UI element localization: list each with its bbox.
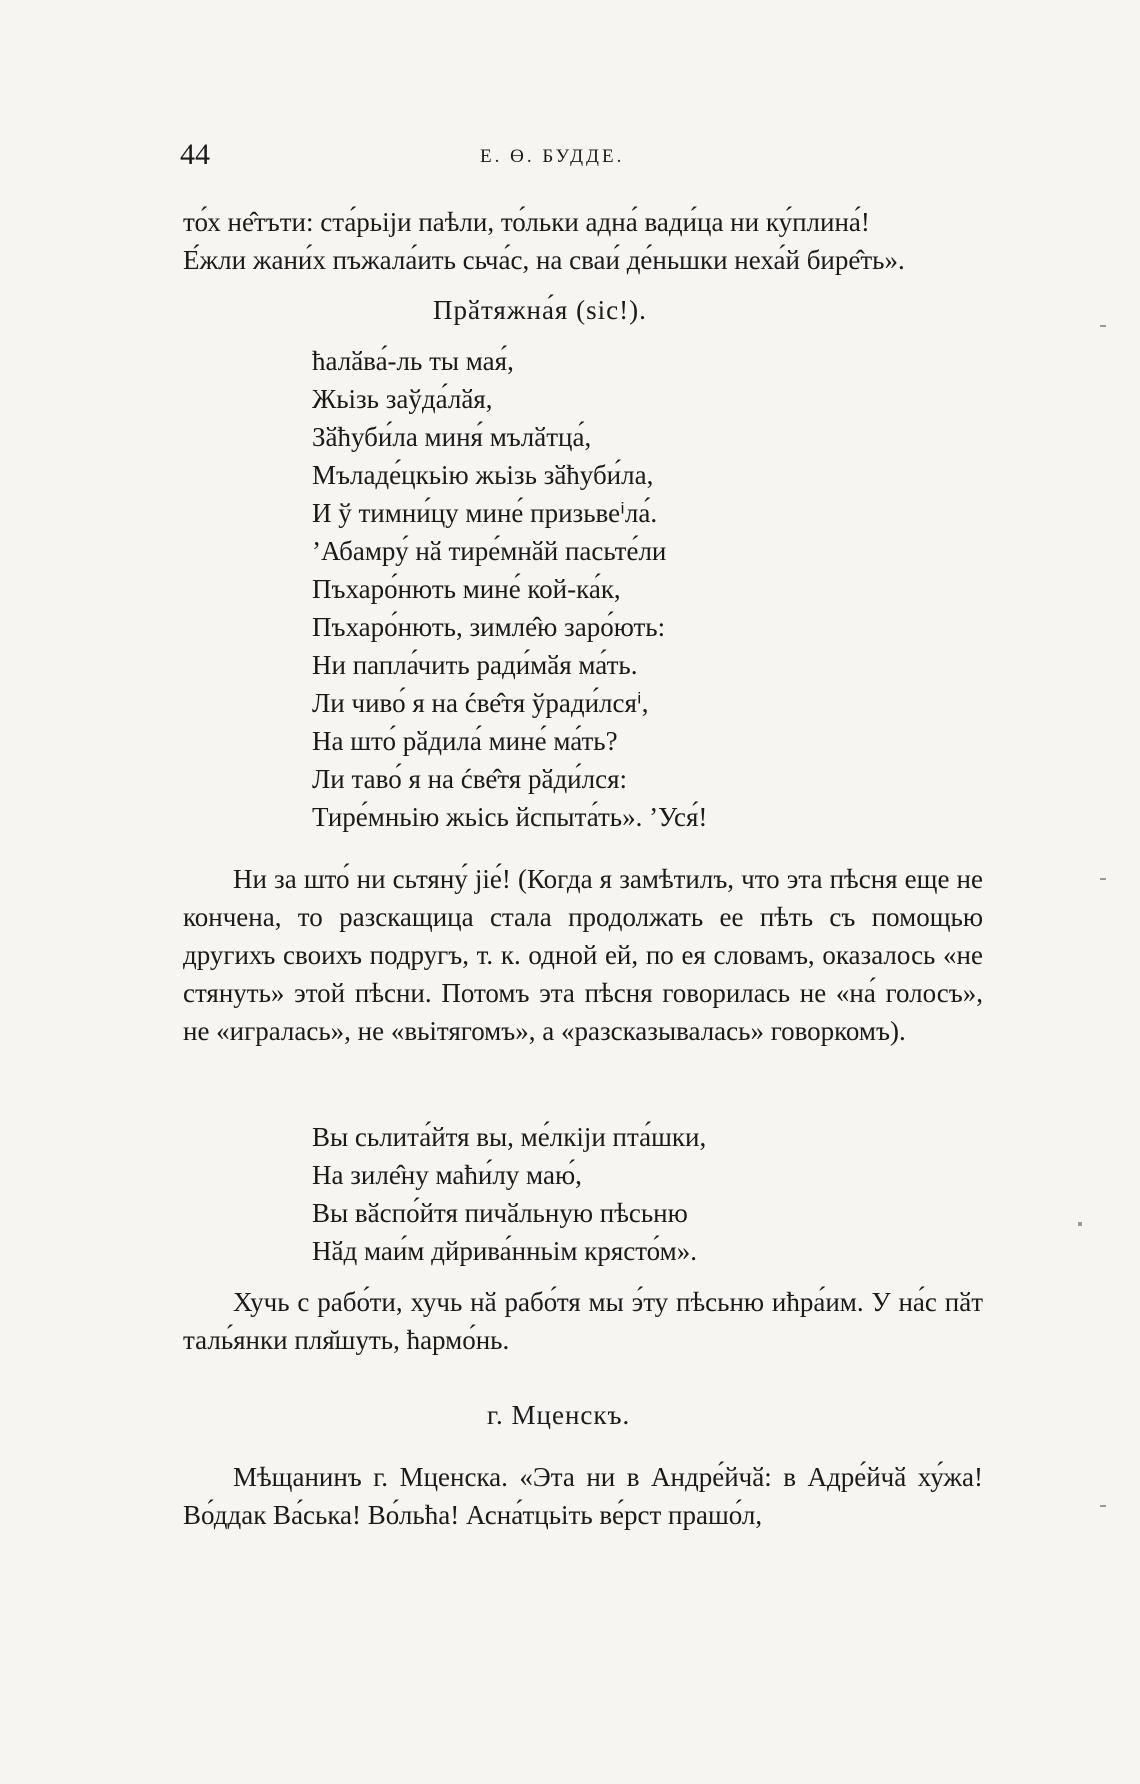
page-header [180, 138, 980, 178]
verse-line: ћалӑва́-ль ты мая́, [312, 346, 514, 376]
verse-line: Тире́мньію жьісь йспыта́ть». ’Уся́! [312, 802, 708, 832]
intro-line: Е́жли жани́х пъжала́ить сьча́с, на сваи́ де́ньшки неха́й бире̂ть». [183, 245, 905, 275]
verse-line: ’Абамру́ нӑ тире́мнӑй пасьте́ли [312, 536, 667, 566]
section-paragraph [183, 1458, 983, 1534]
verse-line: Вы вӑспо́йтя пичӑльную пѣсьню [312, 1198, 688, 1228]
verse-line: Ли чиво́ я на ćве̂тя ўради́лсяⁱ, [312, 688, 649, 718]
verse-line: На што́ рӑдила́ мине́ ма́ть? [312, 726, 618, 756]
after-song-paragraph [183, 1283, 983, 1359]
verse-line: Пъхаро́нють, зимле̂ю заро́ють: [312, 612, 666, 642]
intro-line: то́х не̂тъти: ста́рьіjи паѣли, то́льки адна́ вади́ца ни ку́плина́! [183, 207, 870, 237]
margin-mark [1078, 1222, 1082, 1226]
page-number: 44 [180, 138, 210, 171]
running-head: Е. Ө. БУДДЕ. [480, 146, 625, 167]
verse-line: Ни папла́чить ради́мӑя ма́ть. [312, 650, 638, 680]
commentary-text: Ни за што́ ни сьтяну́ jiе́! (Когда я замѣтилъ, что эта пѣсня еще не кончена, то разскащица стала продолжать ее пѣть съ помощью другихъ своихъ подругъ, т. к. одной ей, по ея словамъ, оказалось «не стянуть» этой пѣсни. Потомъ эта пѣсня говорилась не «на́ голосъ», не «игралась», не «вьітягомъ», а «разсказывалась» говоркомъ). [183, 864, 983, 1046]
verse-line: Жьізь заўда́лӑя, [312, 384, 493, 414]
margin-mark [1100, 1505, 1106, 1507]
verse-line: Нӑд маи́м дйрива́нньім крясто́м». [312, 1236, 697, 1266]
verse-line: И ў тимни́цу мине́ призьвеⁱла́. [312, 498, 658, 528]
section-text: Мѣщанинъ г. Мценска. «Эта ни в Андре́йчӑ: в Адре́йчӑ ху́жа! Во́ддак Ва́ська! Во́льћа! Асна́тцьіть ве́рст прашо́л, [183, 1462, 983, 1530]
margin-mark [1100, 878, 1106, 880]
section-heading: г. Мценскъ. [487, 1400, 631, 1430]
verse-line: Мъладе́цкьію жьізь зӑћуби́ла, [312, 460, 654, 490]
margin-mark [1100, 325, 1106, 327]
verse-line: Пъхаро́нють мине́ кой-ка́к, [312, 574, 621, 604]
verse-line: Зӑћуби́ла миня́ мълӑтца́, [312, 422, 592, 452]
commentary-paragraph [183, 860, 983, 1050]
intro-paragraph [183, 203, 983, 279]
verse-line: Вы сьлита́йтя вы, ме́лкijи пта́шки, [312, 1122, 707, 1152]
song-title: Прӑтяжна́я (sic!). [433, 295, 647, 325]
after-song-text: Хучь с рабо́ти, хучь нӑ рабо́тя мы э́ту пѣсьню ићра́им. У на́с пӑт таль́янки пля̆шуть, ћармо́нь. [183, 1287, 983, 1355]
song-verse [312, 342, 707, 836]
song-verse-second [312, 1118, 706, 1270]
verse-line: Ли таво́ я на ćве̂тя рӑди́лся: [312, 764, 628, 794]
verse-line: На зиле̂ну маћи́лу маю́, [312, 1160, 582, 1190]
